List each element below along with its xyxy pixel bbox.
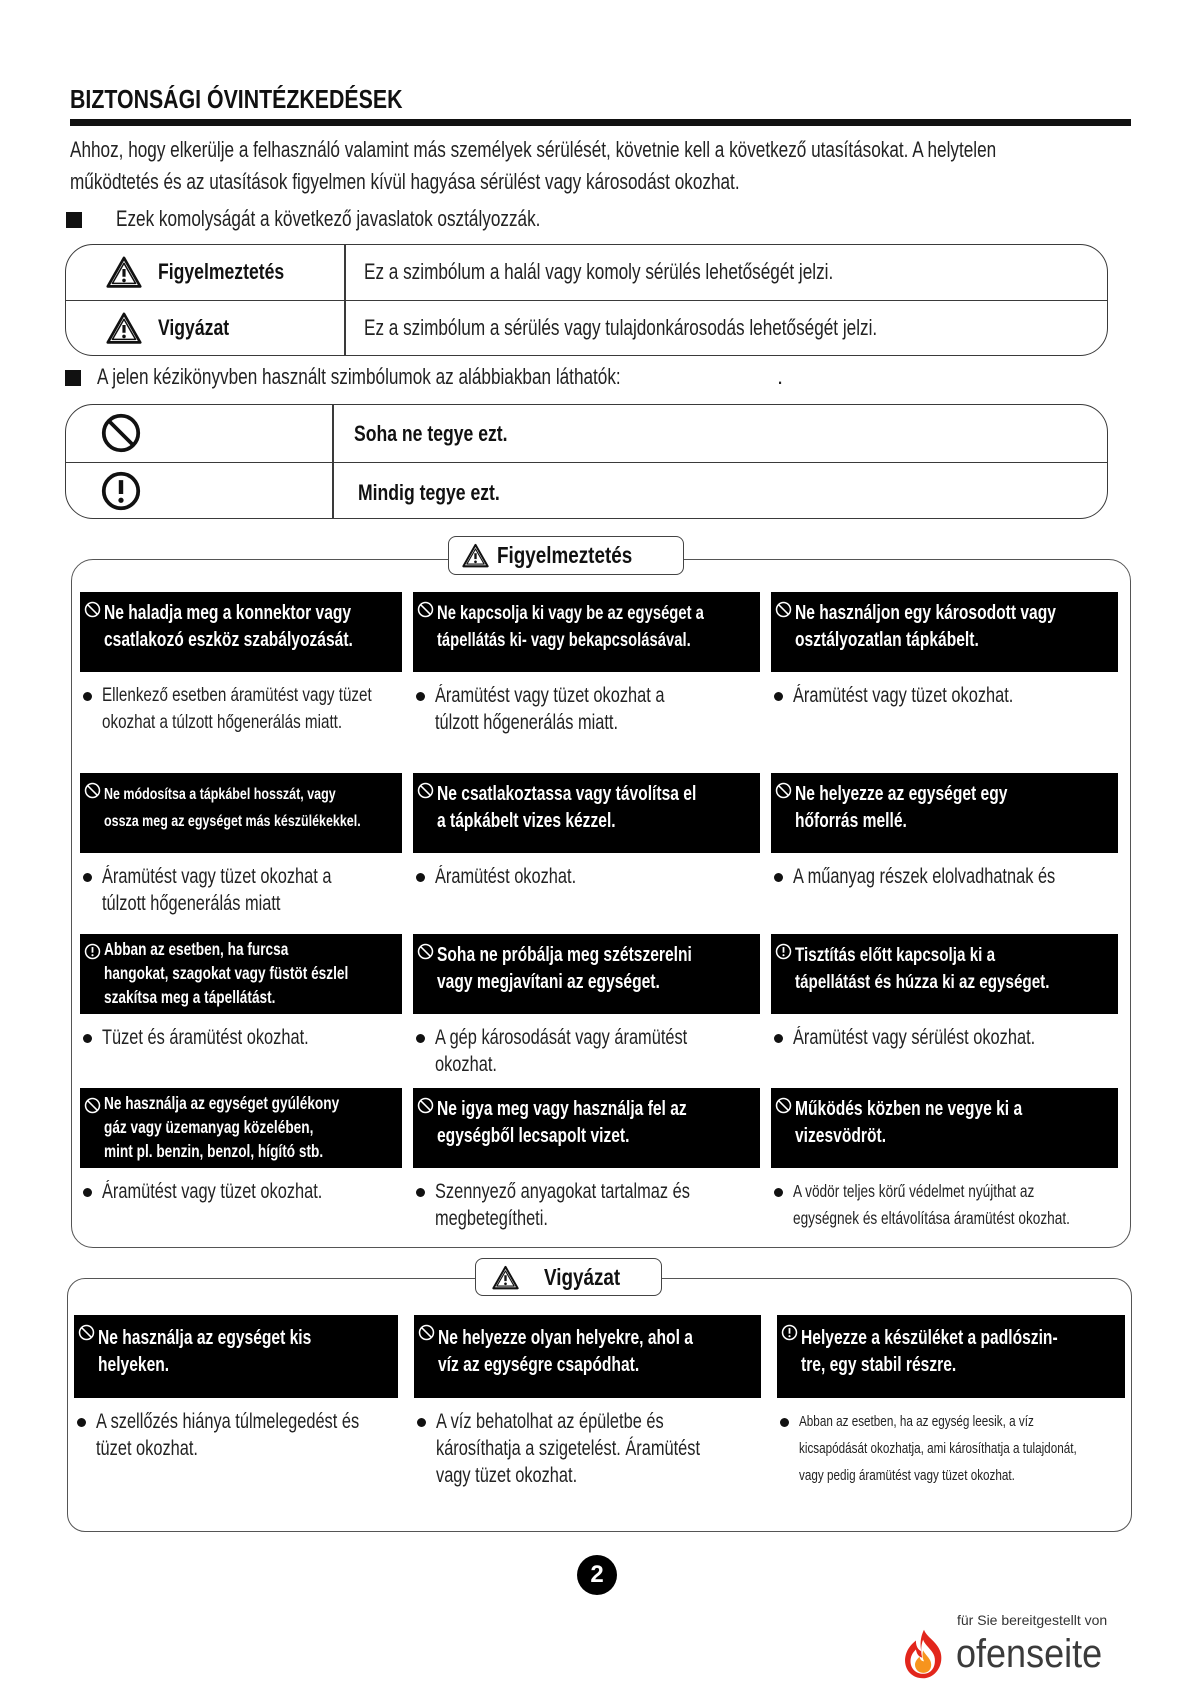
warning-heading — [80, 1088, 402, 1168]
page-number: 2 — [577, 1555, 617, 1595]
bullet-point — [777, 1408, 1125, 1489]
symbols-table — [65, 404, 1108, 519]
warning-heading — [80, 773, 402, 853]
severity-row-warning — [66, 245, 1107, 301]
symbol-meaning: Soha ne tegye ezt. — [354, 421, 508, 446]
intro-paragraph: Ahhoz, hogy elkerülje a felhasználó valamint más személyek sérülését, követnie kell a következő utasításokat. A helytelen működtetés és az utasítások figyelmen kívül hagyása sérülést vagy károsodást okozhat. — [70, 137, 997, 194]
bullet-dot-icon — [780, 1418, 789, 1427]
bullet-point — [771, 1024, 1118, 1051]
heading-text: Tisztítás előtt kapcsolja ki a tápellátást és húzza ki az egységet. — [795, 944, 1050, 993]
bullet-text: A műanyag részek elolvadhatnak és — [793, 865, 1056, 888]
caution-item — [414, 1315, 761, 1495]
symbol-row-never — [66, 405, 1107, 463]
warning-heading — [771, 592, 1118, 672]
bullet-text: Áramütést okozhat. — [435, 865, 577, 888]
flame-logo-icon — [897, 1627, 951, 1681]
bullet-text: A vödör teljes körű védelmet nyújthat az egységnek és eltávolítása áramütést okozhat. — [793, 1181, 1070, 1228]
footer-tagline: für Sie bereitgestellt von — [957, 1612, 1108, 1628]
bullet-text: Áramütést vagy sérülést okozhat. — [793, 1026, 1036, 1049]
heading-text: Működés közben ne vegye ki a vizesvödröt. — [795, 1098, 1023, 1147]
warning-item — [413, 1088, 760, 1238]
heading-text: Abban az esetben, ha furcsa hangokat, szagokat vagy füstöt észlel szakítsa meg a tápellátást. — [104, 939, 349, 1007]
warning-section-title: Figyelmeztetés — [497, 542, 633, 568]
bullet-point — [413, 682, 760, 736]
bullet-text: A gép károsodását vagy áramütést okozhat. — [435, 1026, 688, 1076]
mandatory-icon — [84, 943, 101, 960]
bullet-point — [80, 1178, 402, 1205]
bullet-point — [771, 863, 1118, 890]
bullet-dot-icon — [774, 873, 783, 882]
warning-heading — [413, 1088, 760, 1168]
warning-section-tab — [448, 536, 684, 575]
bullet-dot-icon — [774, 1188, 783, 1197]
bullet-dot-icon — [83, 873, 92, 882]
symbol-row-always — [66, 463, 1107, 519]
severity-label: Vigyázat — [158, 315, 230, 340]
heading-text: Ne haladja meg a konnektor vagy csatlakozó eszköz szabályozását. — [104, 602, 353, 651]
symbols-intro-dot: . — [777, 364, 784, 389]
bullet-dot-icon — [77, 1418, 86, 1427]
bullet-text: Ellenkező esetben áramütést vagy tüzet okozhat a túlzott hőgenerálás miatt. — [102, 684, 372, 733]
bullet-point — [414, 1408, 761, 1489]
warning-item — [80, 773, 402, 934]
bullet-text: Tüzet és áramütést okozhat. — [102, 1026, 309, 1049]
prohibition-icon — [417, 782, 434, 799]
prohibition-icon — [84, 601, 101, 618]
symbols-intro: A jelen kézikönyvben használt szimbólumok az alábbiakban láthatók: — [97, 364, 621, 389]
prohibition-icon — [418, 1324, 435, 1341]
severity-row-caution — [66, 301, 1107, 356]
prohibition-icon — [100, 412, 142, 454]
warning-item — [771, 592, 1118, 773]
warning-grid — [80, 592, 1118, 1238]
bullet-text: Abban az esetben, ha az egység leesik, a víz kicsapódását okozhatja, ami károsíthatja a tulajdonát, vagy pedig áramütést vagy tüzet okozhat. — [799, 1413, 1077, 1484]
bullet-dot-icon — [83, 1188, 92, 1197]
warning-item — [80, 934, 402, 1088]
bullet-dot-icon — [83, 692, 92, 701]
bullet-text: Áramütést vagy tüzet okozhat. — [102, 1180, 323, 1203]
heading-text: Ne igya meg vagy használja fel az egységből lecsapolt vizet. — [437, 1098, 687, 1147]
heading-text: Ne helyezze az egységet egy hőforrás mellé. — [795, 783, 1008, 832]
bullet-point — [413, 1024, 760, 1078]
warning-triangle-icon — [492, 1265, 519, 1290]
caution-section-title: Vigyázat — [544, 1264, 621, 1290]
page-title: BIZTONSÁGI ÓVINTÉZKEDÉSEK — [70, 84, 403, 114]
prohibition-icon — [84, 1097, 101, 1114]
bullet-text: A víz behatolhat az épületbe és károsíthatja a szigetelést. Áramütést vagy tüzet okozhat. — [436, 1410, 701, 1487]
prohibition-icon — [417, 943, 434, 960]
bullet-point — [771, 1178, 1118, 1232]
prohibition-icon — [417, 1097, 434, 1114]
title-rule — [70, 119, 1131, 126]
heading-text: Ne használja az egységet gyúlékony gáz vagy üzemanyag közelében, mint pl. benzin, benzol, hígító stb. — [104, 1093, 340, 1161]
bullet-point — [80, 1024, 402, 1051]
bullet-dot-icon — [416, 1034, 425, 1043]
symbol-meaning: Mindig tegye ezt. — [358, 480, 500, 505]
warning-item — [771, 773, 1118, 934]
bullet-dot-icon — [774, 1034, 783, 1043]
bullet-dot-icon — [83, 1034, 92, 1043]
bullet-dot-icon — [774, 692, 783, 701]
square-bullet-icon — [66, 212, 82, 228]
prohibition-icon — [775, 1097, 792, 1114]
bullet-dot-icon — [416, 692, 425, 701]
bullet-point — [80, 863, 402, 917]
bullet-point — [80, 682, 402, 736]
warning-item — [413, 592, 760, 773]
warning-heading — [771, 934, 1118, 1014]
caution-heading — [777, 1315, 1125, 1398]
severity-note: Ezek komolyságát a következő javaslatok osztályozzák. — [116, 206, 541, 231]
square-bullet-icon — [65, 370, 81, 386]
bullet-point — [413, 863, 760, 890]
warning-item — [80, 1088, 402, 1238]
warning-heading — [413, 934, 760, 1014]
severity-label: Figyelmeztetés — [158, 259, 285, 284]
caution-heading — [414, 1315, 761, 1398]
caution-section-tab — [475, 1258, 662, 1296]
mandatory-icon — [781, 1324, 798, 1341]
prohibition-icon — [775, 601, 792, 618]
warning-heading — [413, 773, 760, 853]
prohibition-icon — [84, 782, 101, 799]
heading-text: Ne kapcsolja ki vagy be az egységet a tápellátás ki- vagy bekapcsolásával. — [437, 603, 704, 651]
warning-heading — [771, 773, 1118, 853]
severity-description: Ez a szimbólum a sérülés vagy tulajdonkárosodás lehetőségét jelzi. — [364, 315, 878, 340]
caution-grid — [74, 1315, 1125, 1495]
bullet-point — [413, 1178, 760, 1232]
brand-name: ofenseite — [956, 1632, 1103, 1676]
warning-triangle-icon — [106, 255, 142, 289]
bullet-point — [771, 682, 1118, 709]
heading-text: Ne csatlakoztassa vagy távolítsa el a tápkábelt vizes kézzel. — [437, 783, 697, 832]
bullet-point — [74, 1408, 398, 1462]
warning-item — [413, 934, 760, 1088]
bullet-text: Áramütést vagy tüzet okozhat a túlzott hőgenerálás miatt — [102, 865, 332, 915]
warning-heading — [413, 592, 760, 672]
warning-item — [771, 934, 1118, 1088]
caution-item — [777, 1315, 1125, 1495]
bullet-dot-icon — [416, 873, 425, 882]
caution-item — [74, 1315, 398, 1495]
heading-text: Ne módosítsa a tápkábel hosszát, vagy ossza meg az egységet más készülékekkel. — [104, 786, 361, 830]
severity-description: Ez a szimbólum a halál vagy komoly sérülés lehetőségét jelzi. — [364, 259, 834, 284]
prohibition-icon — [775, 782, 792, 799]
prohibition-icon — [78, 1324, 95, 1341]
bullet-text: A szellőzés hiánya túlmelegedést és tüzet okozhat. — [96, 1410, 360, 1460]
heading-text: Ne helyezze olyan helyekre, ahol a víz az egységre csapódhat. — [438, 1327, 693, 1376]
prohibition-icon — [417, 601, 434, 618]
heading-text: Helyezze a készüléket a padlószin- tre, egy stabil részre. — [801, 1327, 1058, 1376]
warning-item — [771, 1088, 1118, 1238]
warning-triangle-icon — [462, 543, 489, 568]
caution-heading — [74, 1315, 398, 1398]
heading-text: Soha ne próbálja meg szétszerelni vagy megjavítani az egységet. — [437, 944, 692, 993]
heading-text: Ne használja az egységet kis helyeken. — [98, 1327, 312, 1376]
bullet-dot-icon — [416, 1188, 425, 1197]
warning-item — [80, 592, 402, 773]
warning-heading — [771, 1088, 1118, 1168]
warning-triangle-icon — [106, 311, 142, 345]
bullet-text: Áramütést vagy tüzet okozhat. — [793, 684, 1014, 707]
heading-text: Ne használjon egy károsodott vagy osztályozatlan tápkábelt. — [795, 602, 1056, 651]
bullet-dot-icon — [417, 1418, 426, 1427]
severity-table — [65, 244, 1108, 356]
warning-item — [413, 773, 760, 934]
mandatory-icon — [100, 470, 142, 512]
warning-heading — [80, 592, 402, 672]
bullet-text: Áramütést vagy tüzet okozhat a túlzott hőgenerálás miatt. — [435, 684, 665, 734]
bullet-text: Szennyező anyagokat tartalmaz és megbetegítheti. — [435, 1180, 690, 1230]
warning-heading — [80, 934, 402, 1014]
mandatory-icon — [775, 943, 792, 960]
